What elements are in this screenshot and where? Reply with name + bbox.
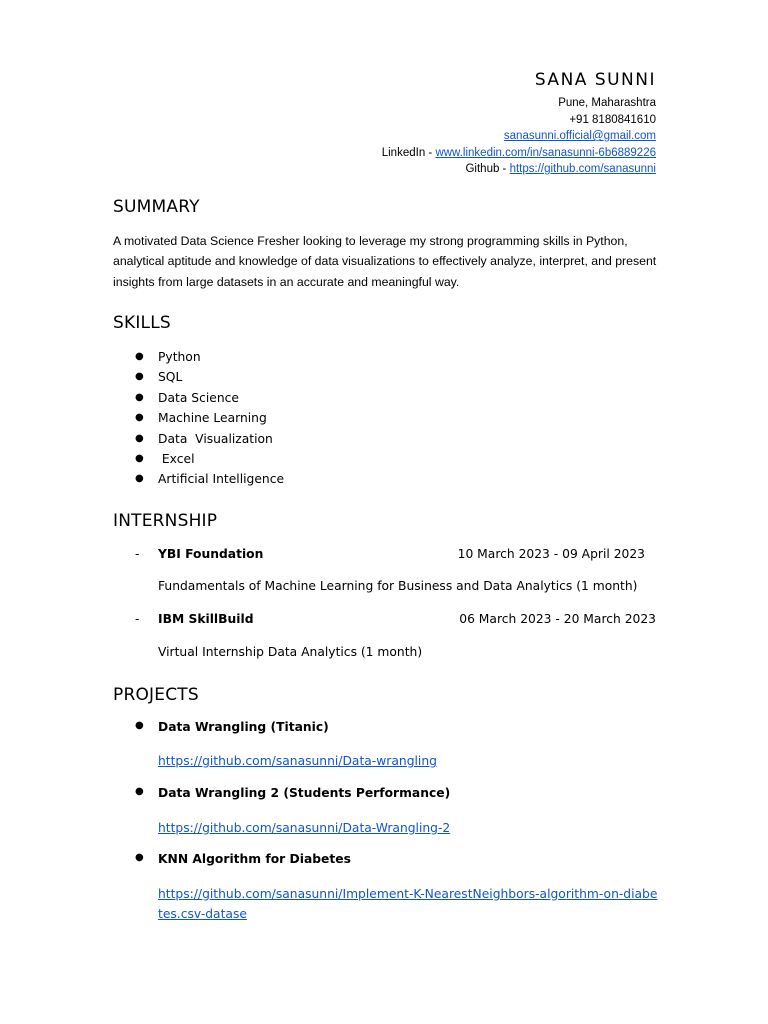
list-item	[113, 449, 284, 469]
bullet-icon: ●	[135, 473, 144, 485]
internship-heading: INTERNSHIP	[113, 511, 218, 531]
location: Pune, Maharashtra	[558, 97, 656, 109]
github-link[interactable]: https://github.com/sanasunni	[509, 163, 656, 175]
internship-dates: 10 March 2023 - 09 April 2023	[457, 547, 645, 561]
skill-label: Artificial Intelligence	[158, 472, 285, 487]
internship-org: YBI Foundation	[158, 547, 264, 561]
project-name: KNN Algorithm for Diabetes	[158, 852, 351, 866]
internship-description: Virtual Internship Data Analytics (1 month)	[158, 645, 423, 659]
skill-label: Python	[158, 350, 201, 364]
summary-heading: SUMMARY	[113, 197, 200, 217]
bullet-icon: ●	[135, 391, 144, 403]
bullet-icon: ●	[135, 786, 144, 797]
list-item	[113, 388, 284, 408]
phone-number: +91 8180841610	[569, 113, 656, 126]
list-item	[113, 347, 284, 367]
skill-label: SQL	[158, 370, 183, 385]
email-link[interactable]: sanasunni.official@gmail.com	[503, 130, 656, 142]
list-item	[113, 429, 284, 449]
bullet-icon: ●	[135, 452, 144, 464]
internship-description: Fundamentals of Machine Learning for Business and Data Analytics (1 month)	[158, 579, 638, 593]
project-name: Data Wrangling 2 (Students Performance)	[158, 786, 451, 800]
github-label: Github -	[465, 163, 510, 175]
skills-heading: SKILLS	[113, 313, 171, 333]
list-item	[113, 367, 284, 387]
linkedin-label: LinkedIn -	[381, 146, 436, 159]
linkedin-link[interactable]: www.linkedin.com/in/sanasunni-6b6889226	[435, 146, 656, 159]
contact-header	[113, 66, 656, 178]
skill-label: Machine Learning	[158, 411, 267, 426]
list-item	[113, 469, 284, 489]
skills-list	[113, 347, 284, 490]
skill-label: Excel	[158, 451, 195, 466]
candidate-name: SANA SUNNI	[534, 70, 656, 90]
list-item	[113, 408, 284, 428]
internship-org: IBM SkillBuild	[158, 612, 254, 626]
bullet-icon: ●	[135, 371, 144, 383]
internship-dates: 06 March 2023 - 20 March 2023	[459, 612, 656, 626]
bullet-icon: ●	[135, 412, 144, 424]
project-name: Data Wrangling (Titanic)	[158, 720, 329, 734]
dash-marker: -	[135, 612, 140, 626]
bullet-icon: ●	[135, 432, 144, 444]
projects-heading: PROJECTS	[113, 685, 199, 705]
summary-text: A motivated Data Science Fresher looking to leverage my strong programming skills in Python, analytical aptitude and knowledge of data visualizations to effectively analyze, interpret, and present insights from large datasets in an accurate and meaningful way.	[113, 234, 657, 289]
bullet-icon: ●	[135, 852, 144, 863]
skill-label: Data Science	[158, 390, 239, 405]
project-link[interactable]: https://github.com/sanasunni/Implement-K-NearestNeighbors-algorithm-on-diabetes.csv-datase	[158, 887, 658, 921]
bullet-icon: ●	[135, 351, 144, 362]
project-link[interactable]: https://github.com/sanasunni/Data-wrangling	[158, 754, 437, 768]
bullet-icon: ●	[135, 720, 144, 731]
project-link[interactable]: https://github.com/sanasunni/Data-Wrangling-2	[158, 821, 451, 835]
skill-label: Data Visualization	[158, 431, 273, 446]
dash-marker: -	[135, 547, 140, 561]
